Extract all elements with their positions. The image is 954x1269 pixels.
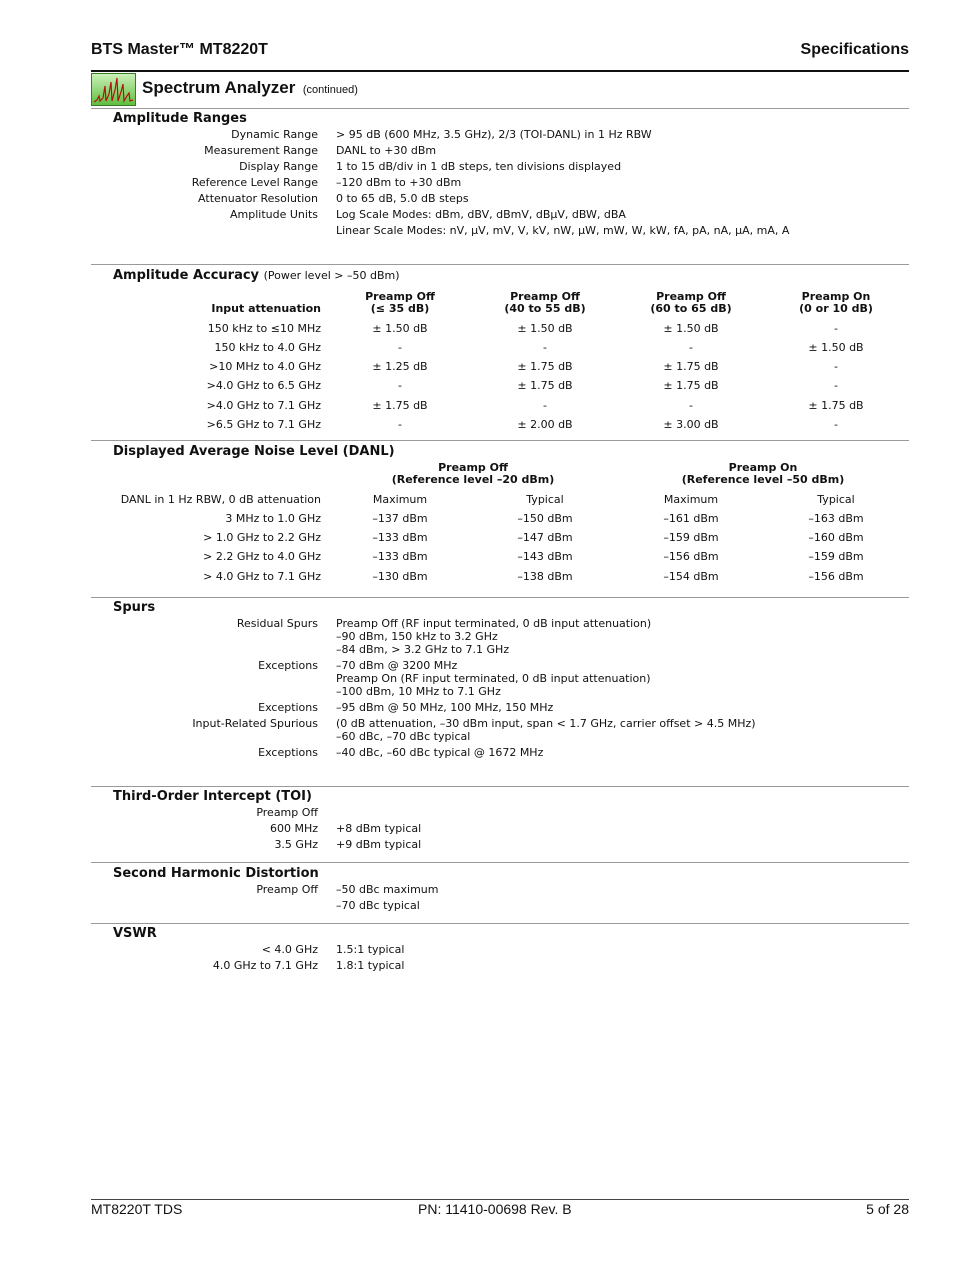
row-label: >4.0 GHz to 6.5 GHz — [206, 379, 321, 392]
table-cell: –137 dBm — [372, 512, 428, 525]
spec-value: 1 to 15 dB/div in 1 dB steps, ten divisions displayed — [336, 160, 622, 173]
spec-label: Measurement Range — [204, 144, 318, 157]
table-cell: ± 1.75 dB — [808, 399, 864, 412]
spec-value: –70 dBc typical — [336, 899, 420, 912]
spec-label: Preamp Off — [256, 806, 318, 819]
spectrum-analyzer-icon — [91, 73, 136, 106]
divider — [91, 108, 909, 109]
table-cell: ± 1.50 dB — [808, 341, 864, 354]
spec-value: +9 dBm typical — [336, 838, 422, 851]
spec-value: +8 dBm typical — [336, 822, 422, 835]
divider — [91, 786, 909, 787]
column-subheader: Typical — [526, 493, 564, 506]
spec-label: 600 MHz — [269, 822, 318, 835]
table-cell: ± 1.50 dB — [372, 322, 428, 335]
section-heading-note: (continued) — [302, 84, 358, 96]
column-header: Preamp On (0 or 10 dB) — [799, 290, 873, 315]
group-header: Preamp On (Reference level –50 dBm) — [681, 461, 845, 486]
exceptions-value: –40 dBc, –60 dBc typical @ 1672 MHz — [336, 746, 544, 759]
danl-title: Displayed Average Noise Level (DANL) — [113, 444, 395, 459]
column-subheader: Typical — [817, 493, 855, 506]
row-label: 3 MHz to 1.0 GHz — [225, 512, 321, 525]
spec-value: 1.5:1 typical — [336, 943, 405, 956]
amplitude-accuracy-title — [113, 268, 400, 283]
row-label: 150 kHz to ≤10 MHz — [207, 322, 321, 335]
table-cell: ± 1.50 dB — [663, 322, 719, 335]
table-cell: - — [834, 418, 838, 431]
table-cell: –147 dBm — [517, 531, 573, 544]
footer-part-number: PN: 11410-00698 Rev. B — [418, 1201, 572, 1217]
table-cell: ± 1.50 dB — [517, 322, 573, 335]
table-cell: –156 dBm — [808, 570, 864, 583]
spec-value: Linear Scale Modes: nV, µV, mV, V, kV, nW, µW, mW, W, kW, fA, pA, nA, µA, mA, A — [336, 224, 790, 237]
table-cell: –138 dBm — [517, 570, 573, 583]
input-attenuation-header: Input attenuation — [211, 302, 321, 315]
exceptions-value: –70 dBm @ 3200 MHz Preamp On (RF input terminated, 0 dB input attenuation) –100 dBm, 10 MHz to 7.1 GHz — [336, 659, 651, 698]
spec-label: Dynamic Range — [231, 128, 318, 141]
divider — [91, 923, 909, 924]
table-cell: - — [543, 341, 547, 354]
spec-value: –50 dBc maximum — [336, 883, 439, 896]
row-label: 150 kHz to 4.0 GHz — [214, 341, 321, 354]
table-cell: –159 dBm — [663, 531, 719, 544]
spec-label: Attenuator Resolution — [198, 192, 318, 205]
table-cell: ± 1.75 dB — [663, 379, 719, 392]
column-subheader: Maximum — [663, 493, 719, 506]
table-cell: ± 2.00 dB — [517, 418, 573, 431]
table-cell: ± 1.75 dB — [517, 360, 573, 373]
table-cell: - — [834, 379, 838, 392]
table-cell: –150 dBm — [517, 512, 573, 525]
vswr-title: VSWR — [113, 926, 157, 941]
toi-title: Third-Order Intercept (TOI) — [113, 789, 312, 804]
shd-title: Second Harmonic Distortion — [113, 866, 319, 881]
spec-value: 1.8:1 typical — [336, 959, 405, 972]
document-title: BTS Master™ MT8220T — [91, 41, 268, 58]
column-header: Preamp Off (60 to 65 dB) — [650, 290, 732, 315]
column-header: Preamp Off (≤ 35 dB) — [365, 290, 435, 315]
spec-label: Amplitude Units — [230, 208, 318, 221]
exceptions-value: –95 dBm @ 50 MHz, 100 MHz, 150 MHz — [336, 701, 554, 714]
table-cell: –163 dBm — [808, 512, 864, 525]
exceptions-label: Exceptions — [258, 746, 318, 759]
table-cell: ± 1.75 dB — [517, 379, 573, 392]
table-cell: - — [398, 341, 402, 354]
input-related-spurious-label: Input-Related Spurious — [192, 717, 318, 730]
spec-value: 0 to 65 dB, 5.0 dB steps — [336, 192, 469, 205]
danl-subheader-label: DANL in 1 Hz RBW, 0 dB attenuation — [120, 493, 321, 506]
table-cell: –159 dBm — [808, 550, 864, 563]
table-cell: –133 dBm — [372, 550, 428, 563]
header-divider — [91, 70, 909, 72]
table-cell: –160 dBm — [808, 531, 864, 544]
section-name: Specifications — [800, 41, 909, 58]
table-cell: ± 3.00 dB — [663, 418, 719, 431]
divider — [91, 264, 909, 265]
amplitude-accuracy-note: (Power level > –50 dBm) — [263, 269, 400, 282]
table-cell: - — [398, 418, 402, 431]
table-cell: - — [689, 341, 693, 354]
divider — [91, 597, 909, 598]
column-subheader: Maximum — [372, 493, 428, 506]
footer-page-number: 5 of 28 — [866, 1201, 909, 1217]
table-cell: - — [689, 399, 693, 412]
table-cell: –143 dBm — [517, 550, 573, 563]
footer-divider — [91, 1199, 909, 1200]
row-label: > 4.0 GHz to 7.1 GHz — [203, 570, 321, 583]
column-header: Preamp Off (40 to 55 dB) — [504, 290, 586, 315]
row-label: > 1.0 GHz to 2.2 GHz — [203, 531, 321, 544]
spec-label: 3.5 GHz — [274, 838, 318, 851]
spec-value: –120 dBm to +30 dBm — [336, 176, 462, 189]
spec-label: Display Range — [239, 160, 318, 173]
input-related-spurious-value: (0 dB attenuation, –30 dBm input, span < 1.7 GHz, carrier offset > 4.5 MHz) –60 dBc, –70 dBc typical — [336, 717, 756, 743]
table-cell: - — [398, 379, 402, 392]
divider — [91, 862, 909, 863]
spec-value: Log Scale Modes: dBm, dBV, dBmV, dBµV, dBW, dBA — [336, 208, 626, 221]
row-label: > 2.2 GHz to 4.0 GHz — [203, 550, 321, 563]
footer-doc-name: MT8220T TDS — [91, 1201, 183, 1217]
section-heading — [142, 78, 358, 98]
spec-label: 4.0 GHz to 7.1 GHz — [212, 959, 318, 972]
table-cell: –161 dBm — [663, 512, 719, 525]
table-cell: - — [834, 322, 838, 335]
spurs-title: Spurs — [113, 600, 156, 615]
table-cell: ± 1.75 dB — [372, 399, 428, 412]
row-label: >6.5 GHz to 7.1 GHz — [206, 418, 321, 431]
amplitude-ranges-title: Amplitude Ranges — [113, 111, 247, 126]
table-cell: –154 dBm — [663, 570, 719, 583]
residual-spurs-label: Residual Spurs — [236, 617, 318, 630]
table-cell: - — [543, 399, 547, 412]
row-label: >10 MHz to 4.0 GHz — [209, 360, 321, 373]
group-header: Preamp Off (Reference level –20 dBm) — [391, 461, 555, 486]
table-cell: - — [834, 360, 838, 373]
exceptions-label: Exceptions — [258, 701, 318, 714]
spec-label: < 4.0 GHz — [261, 943, 318, 956]
spec-value: > 95 dB (600 MHz, 3.5 GHz), 2/3 (TOI-DANL) in 1 Hz RBW — [336, 128, 652, 141]
spec-value: DANL to +30 dBm — [336, 144, 437, 157]
table-cell: –156 dBm — [663, 550, 719, 563]
section-heading-main: Spectrum Analyzer — [142, 78, 296, 97]
amplitude-accuracy-heading: Amplitude Accuracy — [113, 268, 260, 283]
residual-spurs-value: Preamp Off (RF input terminated, 0 dB input attenuation) –90 dBm, 150 kHz to 3.2 GHz –84 dBm, > 3.2 GHz to 7.1 GHz — [336, 617, 652, 656]
exceptions-label: Exceptions — [258, 659, 318, 672]
table-cell: ± 1.75 dB — [663, 360, 719, 373]
table-cell: –130 dBm — [372, 570, 428, 583]
table-cell: –133 dBm — [372, 531, 428, 544]
row-label: >4.0 GHz to 7.1 GHz — [206, 399, 321, 412]
table-cell: ± 1.25 dB — [372, 360, 428, 373]
spec-label: Preamp Off — [256, 883, 318, 896]
divider — [91, 440, 909, 441]
spec-label: Reference Level Range — [191, 176, 318, 189]
